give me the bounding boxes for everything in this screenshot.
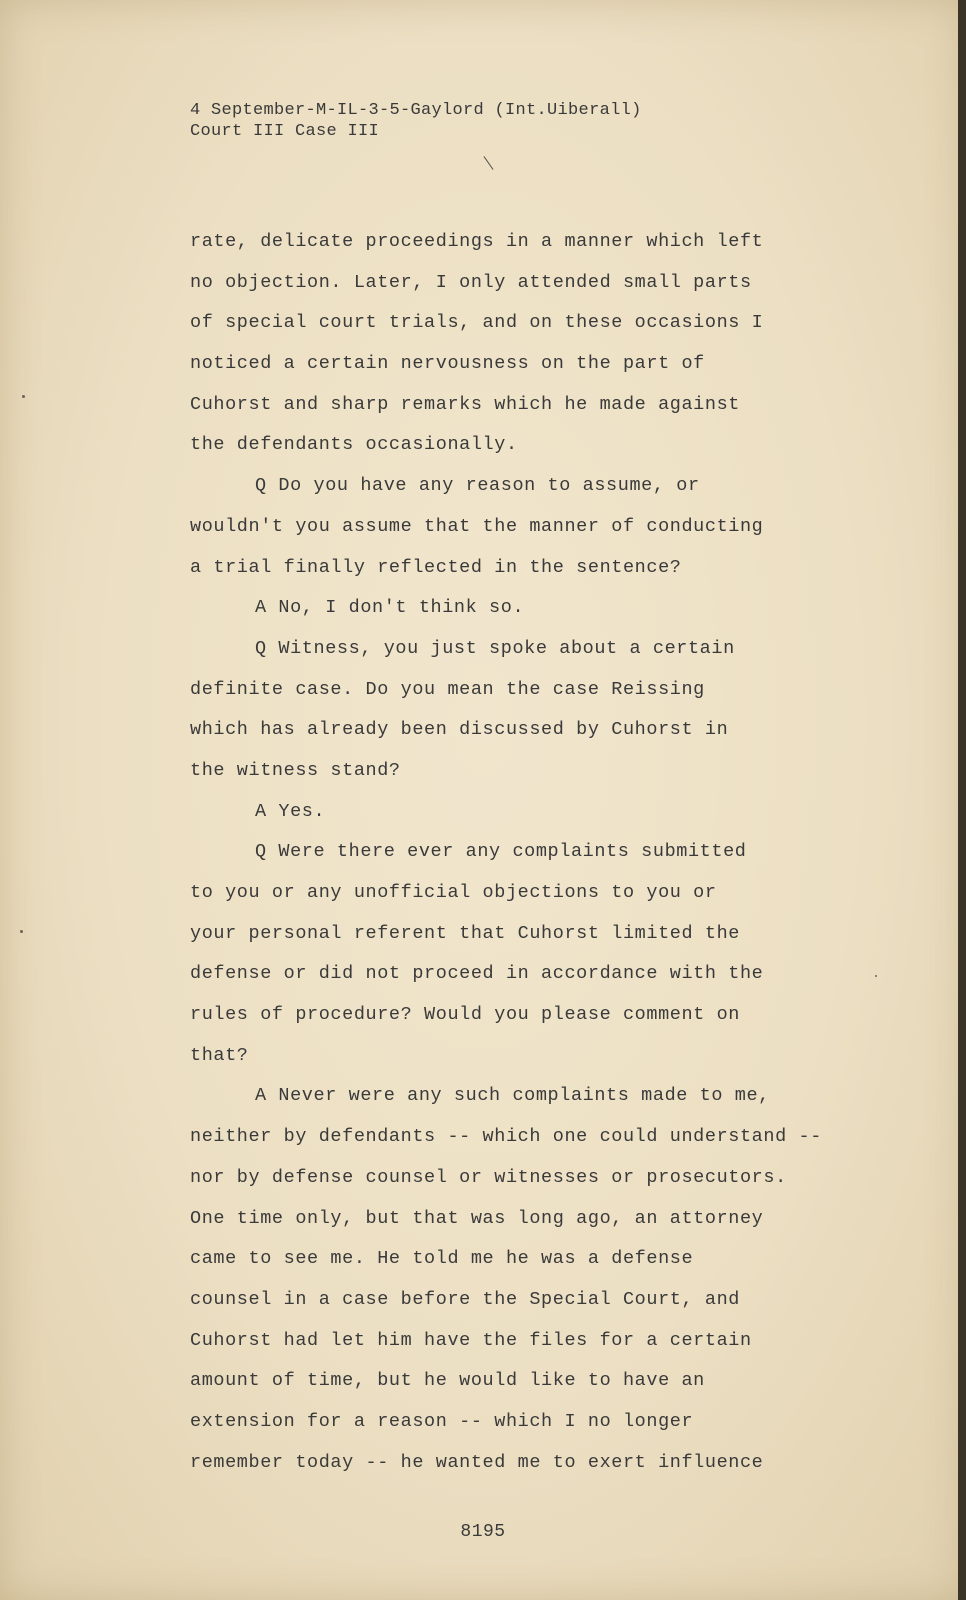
text-line: came to see me. He told me he was a defense: [190, 1248, 694, 1270]
text-line: nor by defense counsel or witnesses or prosecutors.: [190, 1166, 787, 1188]
text-line: a trial finally reflected in the sentence?: [190, 556, 682, 578]
page-number: 8195: [460, 1522, 506, 1542]
text-line: wouldn't you assume that the manner of conducting: [190, 515, 764, 537]
paper-speck: [20, 930, 23, 933]
text-line: the defendants occasionally.: [190, 434, 518, 456]
text-line: your personal referent that Cuhorst limited the: [190, 922, 740, 944]
paper-speck: [22, 395, 25, 398]
text-line: which has already been discussed by Cuhorst in: [190, 719, 729, 741]
text-line: to you or any unofficial objections to you or: [190, 882, 717, 903]
question-line: Q Do you have any reason to assume, or: [255, 475, 700, 497]
text-line: One time only, but that was long ago, an attorney: [190, 1207, 764, 1229]
text-line: counsel in a case before the Special Court, and: [190, 1288, 740, 1310]
answer-line: A Never were any such complaints made to me,: [255, 1085, 770, 1107]
page-edge-shadow: [958, 0, 966, 1600]
header-line-2: Court III Case III: [190, 122, 380, 141]
text-line: extension for a reason -- which I no longer: [190, 1410, 694, 1432]
text-line: rate, delicate proceedings in a manner which left: [190, 231, 764, 252]
text-line: amount of time, but he would like to have an: [190, 1370, 705, 1392]
text-line: the witness stand?: [190, 759, 401, 781]
text-line: Cuhorst had let him have the files for a certain: [190, 1329, 752, 1351]
document-header: [190, 100, 642, 142]
text-line: of special court trials, and on these occasions I: [190, 312, 764, 334]
transcript-body: [190, 222, 870, 1483]
answer-line: A Yes.: [255, 800, 326, 822]
paper-speck: [875, 975, 877, 977]
question-line: Q Witness, you just spoke about a certain: [255, 637, 735, 659]
text-line: neither by defendants -- which one could understand --: [190, 1126, 822, 1148]
text-line: rules of procedure? Would you please comment on: [190, 1004, 740, 1026]
text-line: definite case. Do you mean the case Reissing: [190, 678, 705, 700]
stray-pen-mark: [484, 156, 494, 170]
text-line: Cuhorst and sharp remarks which he made against: [190, 393, 740, 415]
text-line: no objection. Later, I only attended small parts: [190, 271, 752, 293]
text-line: defense or did not proceed in accordance with the: [190, 963, 764, 985]
answer-line: A No, I don't think so.: [255, 597, 525, 619]
text-line: remember today -- he wanted me to exert influence: [190, 1451, 764, 1473]
text-line: that?: [190, 1044, 249, 1066]
question-line: Q Were there ever any complaints submitted: [255, 841, 747, 863]
header-line-1: 4 September-M-IL-3-5-Gaylord (Int.Uiberall): [190, 101, 642, 120]
text-line: noticed a certain nervousness on the part of: [190, 353, 705, 375]
